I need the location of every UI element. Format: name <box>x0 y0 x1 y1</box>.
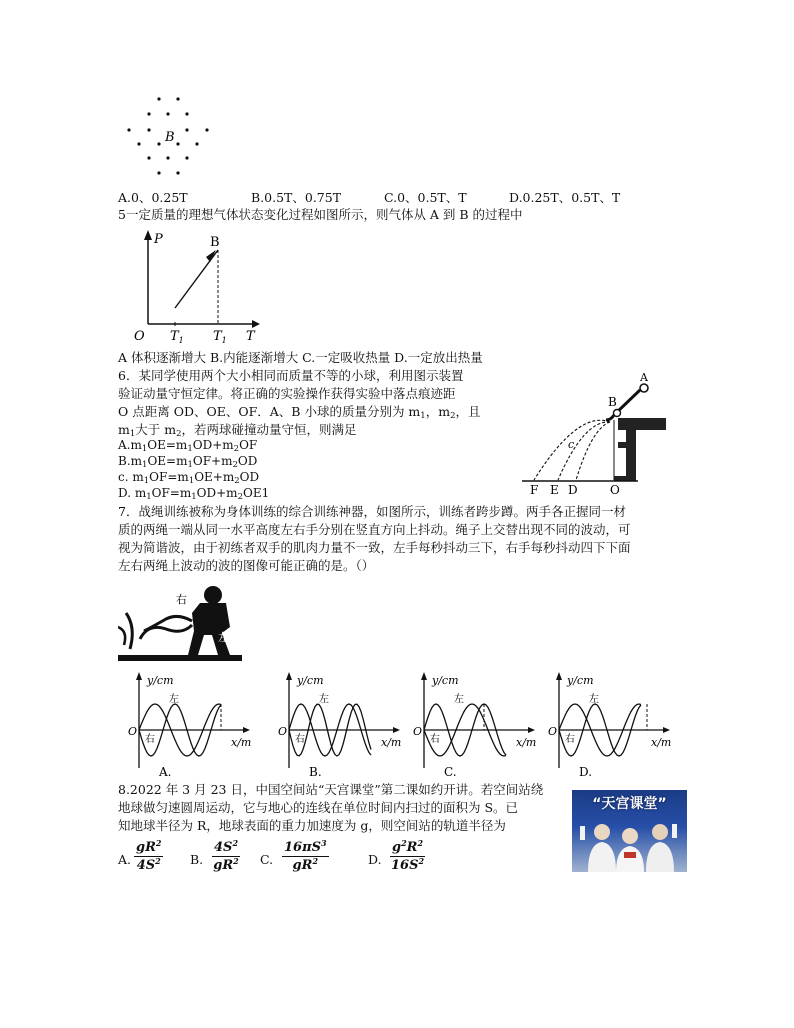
astronaut-figures <box>580 824 677 872</box>
label-c: c <box>568 438 575 451</box>
q8-option-c-formula: $\frac{16\pi S^3}{gR^2}$ <box>284 838 327 873</box>
pt-point-label: B <box>210 235 220 250</box>
left-wave-label: 左 <box>169 694 179 705</box>
pt-t1-sub: 1 <box>178 336 184 345</box>
q6-line2: 验证动量守恒定律。将正确的实验操作获得实验中落点痕迹距 <box>118 386 456 401</box>
wave-graph-1 <box>128 672 251 779</box>
q4-option-a: A.0、0.25T <box>118 190 188 205</box>
y-axis-arrow <box>136 672 142 680</box>
trainer-right-label: 右 <box>176 593 187 606</box>
q6-option-d: D. $m_1OF=m_1OD+m_2OE1$ <box>118 486 270 502</box>
q7-line2: 质的两绳一端从同一水平高度左右手分别在竖直方向上抖动。绳子上交替出现不同的波动，可 <box>118 522 631 537</box>
q8-line1: 8.2022 年 3 月 23 日，中国空间站“天宫课堂”第二课如约开讲。若空间站绕 <box>118 782 544 797</box>
label-a: A <box>640 371 648 384</box>
option-label: C. <box>444 765 457 779</box>
y-axis-arrow <box>286 672 292 680</box>
q8-option-c-label: C. <box>260 852 274 867</box>
q6-option-a: $A.m_1OE=m_1OD+m_2OF$ <box>118 438 258 454</box>
magnetic-field-dot-figure <box>120 92 220 184</box>
pt-t1: T <box>170 329 179 344</box>
pt-t2: T <box>213 329 222 344</box>
right-wave-label: 右 <box>565 734 575 745</box>
q8-option-d-label: D. <box>368 852 382 867</box>
q6-line3: O 点距离 OD、OE、OF．A、B 小球的质量分别为 $m_1$，$m_2$，且 <box>118 404 481 421</box>
left-wave-label: 左 <box>454 694 464 705</box>
field-b-label: B <box>165 130 175 145</box>
wave-graphs <box>125 668 685 780</box>
q8-option-a-label: A. <box>118 852 132 867</box>
graph-y-label: y/cm <box>297 674 324 687</box>
svg-text:T1 <box>170 329 184 345</box>
x-axis-arrow <box>528 727 535 733</box>
tiangong-banner-title: “天宫课堂” <box>592 796 667 812</box>
q8-option-b-label: B. <box>190 852 204 867</box>
label-d: D <box>568 483 578 497</box>
pt-x-label: T <box>246 329 255 344</box>
q6-line1: 6．某同学使用两个大小相同而质量不等的小球，利用图示装置 <box>118 368 464 383</box>
left-wave-label: 左 <box>319 694 329 705</box>
graph-y-label: y/cm <box>147 674 174 687</box>
battle-rope-trainer-figure <box>118 583 242 663</box>
pt-t2-sub: 1 <box>221 336 227 345</box>
q7-line1: 7．战绳训练被称为身体训练的综合训练神器，如图所示，训练者跨步蹲。两手各正握同一材 <box>118 504 626 519</box>
graph-y-label: y/cm <box>432 674 459 687</box>
y-axis-arrow <box>421 672 427 680</box>
option-label: A. <box>159 765 172 779</box>
q8-option-a-formula: $\frac{gR^2}{4S^2}$ <box>136 838 162 873</box>
collision-apparatus-figure <box>518 370 668 498</box>
q4-option-b: B.0.5T、0.75T <box>251 190 342 205</box>
label-f: F <box>530 483 539 497</box>
q5-options: A 体积逐渐增大 B.内能逐渐增大 C.一定吸收热量 D.一定放出热量 <box>118 350 483 365</box>
x-axis-arrow <box>243 727 250 733</box>
graph-origin: O <box>128 725 138 738</box>
pt-y-label: P <box>154 232 163 247</box>
label-e: E <box>550 483 559 497</box>
option-label: B. <box>309 765 322 779</box>
label-b: B <box>608 395 617 409</box>
graph-x-label: x/m <box>381 736 402 749</box>
x-axis-arrow <box>393 727 400 733</box>
label-o: O <box>610 483 620 497</box>
graph-origin: O <box>278 725 288 738</box>
q7-line3: 视为简谐波，由于初练者双手的肌肉力量不一致，左手每秒抖动三下，右手每秒抖动四下下面 <box>118 540 631 555</box>
graph-x-label: x/m <box>651 736 672 749</box>
right-wave-label: 右 <box>430 734 440 745</box>
q8-option-d-formula: $\frac{g^2R^2}{16S^2}$ <box>391 838 425 873</box>
graph-origin: O <box>548 725 558 738</box>
trainer-left-label: 左 <box>218 631 229 644</box>
y-axis-arrow <box>556 672 562 680</box>
graph-x-label: x/m <box>231 736 252 749</box>
tiangong-classroom-photo <box>572 790 687 872</box>
q8-line3: 知地球半径为 R，地球表面的重力加速度为 g，则空间站的轨道半径为 <box>118 818 506 833</box>
pt-origin: O <box>134 329 145 344</box>
option-label: D. <box>579 765 593 779</box>
graph-y-label: y/cm <box>567 674 594 687</box>
wave-graph-2 <box>278 672 401 779</box>
q5-pt-graph <box>130 226 260 346</box>
graph-x-label: x/m <box>516 736 537 749</box>
right-wave-label: 右 <box>145 734 155 745</box>
svg-text:T1 <box>213 329 227 345</box>
wave-graph-4 <box>548 672 671 779</box>
q8-line2: 地球做匀速圆周运动，它与地心的连线在单位时间内扫过的面积为 S。已 <box>118 800 519 815</box>
wave-graph-3 <box>413 672 536 779</box>
q4-option-d: D.0.25T、0.5T、T <box>509 190 621 205</box>
q5-stem: 5一定质量的理想气体状态变化过程如图所示，则气体从 A 到 B 的过程中 <box>118 207 523 222</box>
x-axis-arrow <box>663 727 670 733</box>
right-wave-label: 右 <box>295 734 305 745</box>
q7-line4: 左右两绳上波动的波的图像可能正确的是。（） <box>118 558 375 573</box>
q6-line4: $m_1$大于 $m_2$，若两球碰撞动量守恒，则满足 <box>118 422 357 439</box>
q8-option-b-formula: $\frac{4S^2}{gR^2}$ <box>213 838 239 873</box>
q6-option-b: $B.m_1OE=m_1OF+m_2OD$ <box>118 454 258 470</box>
q6-option-c: c. $m_1OF=m_1OE+m_2OD$ <box>118 470 260 486</box>
q4-option-c: C.0、0.5T、T <box>384 190 467 205</box>
graph-origin: O <box>413 725 423 738</box>
left-wave-label: 左 <box>589 694 599 705</box>
